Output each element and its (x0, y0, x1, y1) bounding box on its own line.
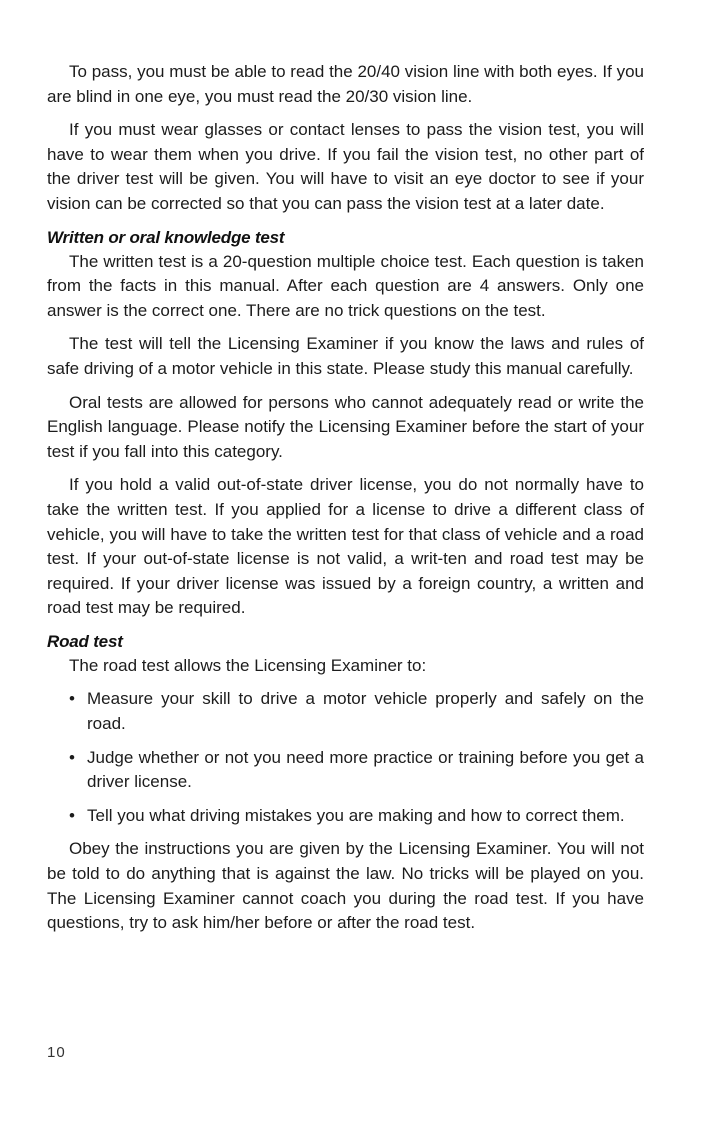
bullet-icon: • (69, 747, 75, 767)
vision-paragraph-2: If you must wear glasses or contact lenses to pass the vision test, you will have to wear them when you drive. If you fail the vision test, no other part of the driver test will be given. You will have to visit an eye doctor to see if your vision can be corrected so that you can pass the vision test at a later date. (47, 120, 644, 213)
list-item (69, 687, 644, 736)
written-test-heading: Written or oral knowledge test (47, 227, 285, 247)
road-test-intro: The road test allows the Licensing Examiner to: (69, 655, 427, 675)
list-item-text: Judge whether or not you need more practice or training before you get a driver license. (87, 747, 644, 792)
written-test-paragraph-2: The test will tell the Licensing Examiner if you know the laws and rules of safe driving of a motor vehicle in this state. Please study this manual carefully. (47, 334, 644, 378)
written-test-paragraph-1: The written test is a 20-question multiple choice test. Each question is taken from the facts in this manual. After each question are 4 answers. Only one answer is the correct one. There are no trick questions on the test. (47, 251, 644, 320)
written-test-paragraph-4: If you hold a valid out-of-state driver license, you do not normally have to take the written test. If you applied for a license to drive a different class of vehicle, you will have to take the written test for that class of vehicle and a road test. If your out-of-state license is not valid, a writ-ten and road test may be required. If your driver license was issued by a foreign country, a written and road test may be required. (47, 475, 644, 618)
road-test-bullet-list (47, 687, 644, 828)
list-item-text: Tell you what driving mistakes you are making and how to correct them. (87, 805, 625, 825)
list-item-text: Measure your skill to drive a motor vehicle properly and safely on the road. (87, 689, 644, 734)
list-item (69, 746, 644, 795)
bullet-icon: • (69, 689, 75, 709)
road-test-heading: Road test (47, 631, 123, 651)
road-test-final-paragraph: Obey the instructions you are given by the Licensing Examiner. You will not be told to do anything that is against the law. No tricks will be played on you. The Licensing Examiner cannot coach you during the road test. If you have questions, try to ask him/her before or after the road test. (47, 839, 644, 933)
list-item (69, 804, 644, 829)
bullet-icon: • (69, 805, 75, 825)
manual-page (47, 60, 644, 945)
vision-paragraph-1: To pass, you must be able to read the 20/40 vision line with both eyes. If you are blind in one eye, you must read the 20/30 vision line. (47, 62, 644, 106)
written-test-paragraph-3: Oral tests are allowed for persons who cannot adequately read or write the English language. Please notify the Licensing Examiner before the start of your test if you fall into this category. (47, 392, 644, 461)
page-number: 10 (47, 1044, 66, 1061)
